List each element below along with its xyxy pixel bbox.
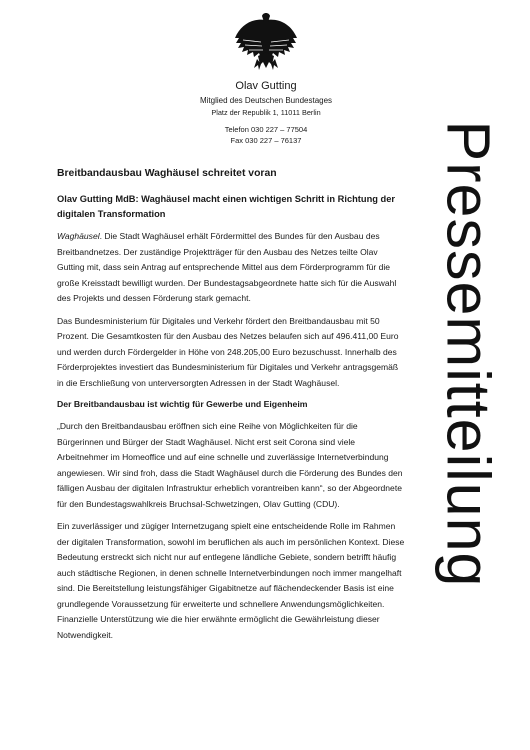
- phone-number: Telefon 030 227 – 77504: [224, 125, 308, 134]
- article-headline: Breitbandausbau Waghäusel schreitet voran: [57, 168, 277, 179]
- paragraph-4: Ein zuverlässiger und zügiger Internetzugang spielt eine entscheidende Rolle im Rahmen der digitalen Transformation, sowohl im beruflichen als auch im persönlichen Kontext. Diese Bedeutung erstreckt sich nicht nur auf entlegene ländliche Gebiete, sondern betrifft häufig auch städtische Regionen, in denen schnelle Internetverbindungen noch immer mangelhaft sind. Die Bereitstellung leistungsfähiger Gigabitnetze auf flächendeckender Basis ist eine grundlegende Voraussetzung für erweiterte und schnellere Anwendungsmöglichkeiten. Finanzielle Unterstützung wie die hier erwähnte ermöglicht die Gewährleistung dieser Notwendigkeit.: [57, 521, 405, 640]
- dateline: Waghäusel: [57, 231, 100, 241]
- paragraph-1: [57, 229, 405, 307]
- article-subheadline: Olav Gutting MdB: Waghäusel macht einen wichtigen Schritt in Richtung der digitalen Transformation: [57, 194, 395, 219]
- paragraph-3: „Durch den Breitbandausbau eröffnen sich eine Reihe von Möglichkeiten für die Bürgerinnen und Bürger der Stadt Waghäusel. Nicht erst seit Corona sind viele Arbeitnehmer im Homeoffice und auf eine schnelle und zuverlässige Internetverbindung angewiesen. Wir sind froh, dass die Stadt Waghäusel durch die Förderung des Bundes den fälligen Ausbau der digitalen Infrastruktur erheblich vorantreiben kann“, so der Abgeordnete für den Bundestagswahlkreis Bruchsal-Schwetzingen, Olav Gutting (CDU).: [57, 421, 403, 509]
- member-role: Mitglied des Deutschen Bundestages: [199, 96, 333, 105]
- paragraph-1-text: . Die Stadt Waghäusel erhält Fördermittel des Bundes für den Ausbau des Breitbandnetzes. Der zuständige Projektträger für den Ausbau des Netzes teilte Olav Gutting mit, dass sein Antrag auf entsprechende Mittel aus dem Förderprogramm für die große Kreisstadt bewilligt wurden. Der Bundestagsabgeordnete hatte sich für die Auswahl des Projekts und dessen Förderung stark gemacht.: [57, 231, 397, 303]
- press-release-title: Pressemitteilung: [434, 120, 503, 588]
- bundesadler-eagle-icon: [233, 12, 299, 74]
- section-heading: Der Breitbandausbau ist wichtig für Gewerbe und Eigenheim: [57, 399, 308, 409]
- paragraph-2: Das Bundesministerium für Digitales und Verkehr fördert den Breitbandausbau mit 50 Prozent. Die Gesamtkosten für den Ausbau des Netzes belaufen sich auf 496.411,00 Euro und werden durch Fördergelder in Höhe von 248.205,00 Euro bezuschusst. Innerhalb des Förderprojektes investiert das Bundesministerium für Digitales und Verkehr antragsgemäß in die Erschließung von unterversorgten Adressen in der Stadt Waghäusel.: [57, 315, 399, 388]
- side-title-container: [428, 86, 508, 622]
- member-name: Olav Gutting: [235, 80, 297, 92]
- fax-number: Fax 030 227 – 76137: [230, 136, 302, 145]
- article: [57, 168, 405, 650]
- member-address: Platz der Republik 1, 11011 Berlin: [211, 108, 321, 117]
